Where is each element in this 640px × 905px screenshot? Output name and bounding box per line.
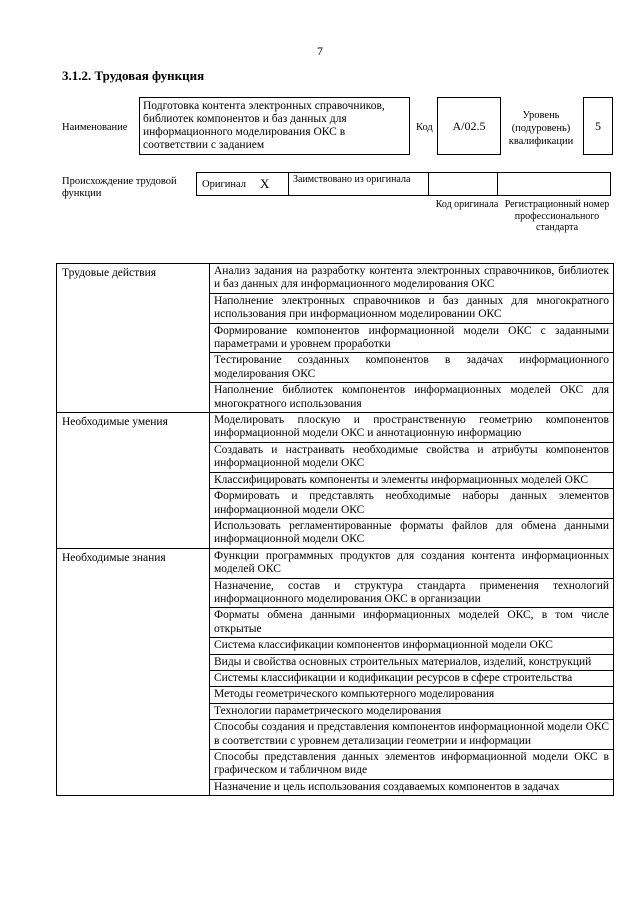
code-label: Код (416, 122, 433, 133)
reg-number-caption: Регистрационный номер профессионального стандарта (504, 199, 610, 233)
labor-actions-item: Формирование компонентов информационной модели ОКС с заданными параметрами и уровнем проработки (210, 323, 614, 353)
borrowed-cell: Заимствовано из оригинала (288, 172, 429, 196)
table-row (57, 413, 614, 443)
labor-actions-title: Трудовые действия (57, 264, 210, 413)
code-original-caption: Код оригинала (435, 199, 499, 210)
required-knowledge-title: Необходимые знания (57, 548, 210, 796)
required-skills-item: Использовать регламентированные форматы файлов для обмена данными информационной модели ОКС (210, 518, 614, 548)
origin-row (197, 172, 611, 196)
original-cell (196, 172, 289, 196)
required-knowledge-item: Назначение, состав и структура стандарта применения технологий информационного моделирования ОКС в организации (210, 578, 614, 608)
original-label: Оригинал (202, 178, 246, 190)
required-knowledge-item: Назначение и цель использования создаваемых компонентов в задачах (210, 779, 614, 795)
required-knowledge-item: Форматы обмена данными информационных моделей ОКС, в том числе открытые (210, 608, 614, 638)
required-knowledge-item: Функции программных продуктов для создания контента информационных моделей ОКС (210, 548, 614, 578)
table-row (57, 264, 614, 294)
required-knowledge-item: Системы классификации и кодификации ресурсов в сфере строительства (210, 670, 614, 686)
original-mark: X (260, 176, 270, 191)
page-number: 7 (317, 44, 323, 58)
labor-actions-item: Наполнение электронных справочников и баз данных для многократного использования при информационном моделировании ОКС (210, 293, 614, 323)
required-knowledge-item: Методы геометрического компьютерного моделирования (210, 687, 614, 703)
required-skills-item: Моделировать плоскую и пространственную геометрию компонентов информационной модели ОКС и аннотационную информацию (210, 413, 614, 443)
required-knowledge-item: Технологии параметрического моделирования (210, 703, 614, 719)
required-knowledge-item: Способы представления данных элементов информационной модели ОКС в графическом и табличном виде (210, 750, 614, 780)
level-label: Уровень (подуровень) квалификации (508, 110, 574, 147)
table-row (57, 548, 614, 578)
required-skills-item: Создавать и настраивать необходимые свойства и атрибуты компонентов информационной модели ОКС (210, 442, 614, 472)
code-value: А/02.5 (437, 97, 501, 155)
function-table (56, 263, 614, 796)
required-skills-item: Классифицировать компоненты и элементы информационных моделей ОКС (210, 472, 614, 488)
origin-label: Происхождение трудовой функции (62, 176, 177, 199)
required-skills-title: Необходимые умения (57, 413, 210, 549)
labor-actions-item: Тестирование созданных компонентов в задачах информационного моделирования ОКС (210, 353, 614, 383)
code-original-cell (428, 172, 498, 196)
required-skills-item: Формировать и представлять необходимые наборы данных элементов информационной модели ОКС (210, 489, 614, 519)
level-value: 5 (583, 97, 613, 155)
labor-actions-item: Наполнение библиотек компонентов информационных моделей ОКС для многократного использования (210, 383, 614, 413)
labor-actions-item: Анализ задания на разработку контента электронных справочников, библиотек и баз данных для информационного моделирования ОКС (210, 264, 614, 294)
required-knowledge-item: Способы создания и представления компонентов информационной модели ОКС в соответствии с уровнем детализации геометрии и информации (210, 720, 614, 750)
name-label: Наименование (62, 122, 128, 133)
reg-number-cell (497, 172, 611, 196)
required-knowledge-item: Система классификации компонентов информационной модели ОКС (210, 638, 614, 654)
name-value: Подготовка контента электронных справочников, библиотек компонентов и баз данных для информационного моделирования ОКС в соответствии с заданием (139, 97, 410, 155)
section-title: 3.1.2. Трудовая функция (62, 68, 205, 83)
required-knowledge-item: Виды и свойства основных строительных материалов, изделий, конструкций (210, 654, 614, 670)
